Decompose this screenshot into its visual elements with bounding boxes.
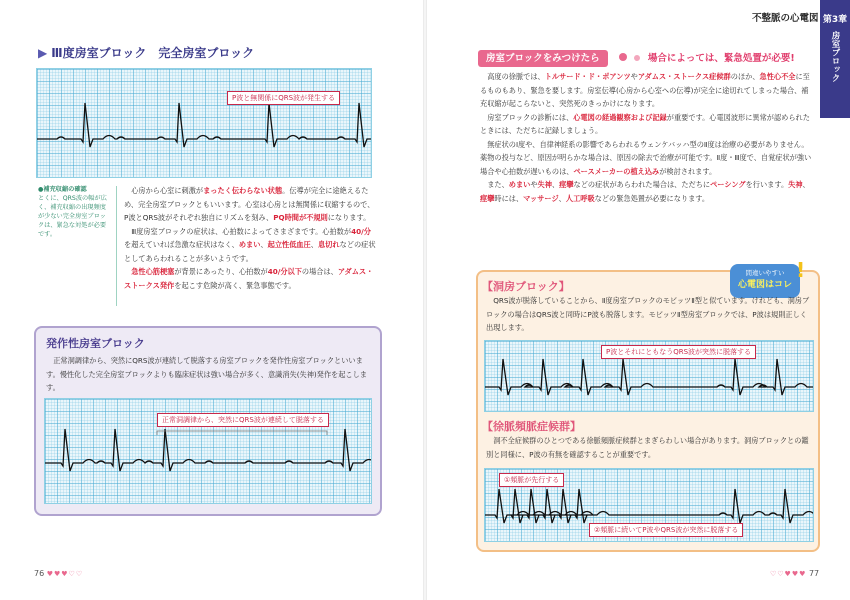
sinoatrial-block-title: 【洞房ブロック】 xyxy=(482,280,570,293)
dot-icon xyxy=(634,55,640,61)
left-page-title: ▶ Ⅲ度房室ブロック 完全房室ブロック xyxy=(38,46,255,60)
dot-icon xyxy=(619,53,627,61)
side-note-divider xyxy=(116,186,117,306)
tab-subtitle: 場合によっては、緊急処置が必要! xyxy=(647,53,795,64)
left-paragraph-3: 急性心筋梗塞が背景にあったり、心拍数が40/分以下の場合は、アダムス・ストークス発作を起こす危険が高く、緊急事態です。 xyxy=(124,267,374,290)
right-paragraph-2: 房室ブロックの診断には、心電図の経過観察および記録が重要です。心電図波形に異常が認められたときには、ただちに記録しましょう。 xyxy=(480,112,810,135)
brady-tachy-text: 洞不全症候群のひとつである徐脈頻脈症候群とまぎらわしい場合があります。洞房ブロックとの鑑別と同様に、P波の有無を確認することが重要です。 xyxy=(486,436,809,459)
chapter-tab xyxy=(820,0,850,118)
ecg-strip-sinoatrial xyxy=(484,340,814,412)
ecg2-label: 正常洞調律から、突然にQRS波が連続して脱落する xyxy=(157,413,329,427)
right-header: 不整脈の心電図 xyxy=(752,13,819,24)
ecg4-label-2: ②頻脈に続いてP波やQRS波が突然に脱落する xyxy=(589,523,743,537)
heart-rating-icon: ♡♡♥♥♥ xyxy=(770,570,807,578)
ecg1-label: P波と無関係にQRS波が発生する xyxy=(227,91,340,105)
av-block-tab-row xyxy=(478,46,795,65)
left-paragraph-1: 心房から心室に刺激がまったく伝わらない状態。伝導が完全に途絶えるため、完全房室ブロックともいいます。心室は心房とは無関係に収縮するので、P波とQRS波がそれぞれ独自にリズムを刻み、PQ時間が不規則になります。 xyxy=(124,186,375,222)
page-fold xyxy=(423,0,427,600)
ecg-strip-complete-av-block xyxy=(36,68,372,178)
differential-ecg-box xyxy=(476,258,820,552)
right-paragraph-4: また、めまいや失神、痙攣などの症状があらわれた場合は、ただちにペーシングを行います。失神、痙攣時には、マッサージ、人工呼吸などの緊急処置が必要になります。 xyxy=(480,180,810,203)
ecg3-label: P波とそれにともなうQRS波が突然に脱落する xyxy=(601,345,756,359)
brady-tachy-title: 【徐脈頻脈症候群】 xyxy=(482,420,581,433)
left-paragraph-2: Ⅲ度房室ブロックの症状は、心拍数によってさまざまです。心拍数が40/分を超えていれば急激な症状はなく、めまい、起立性低血圧、息切れなどの症状としてあらわれることが多いようです。 xyxy=(124,226,376,263)
ecg-strip-brady-tachy xyxy=(484,468,814,542)
right-paragraph-1: 高度の徐脈では、トルサード・ド・ポアンツやアダムス・ストークス症候群のほか、急性心不全に至るものもあり、緊急を要します。房室伝導(心房から心室への伝導)が完全に途切れてしまった場合、補充収縮が起こらないと、突然死のきっかけになります。 xyxy=(480,72,810,108)
exclamation-icon: ! xyxy=(796,258,806,282)
title-marker-icon: ▶ xyxy=(38,46,48,60)
left-body-text xyxy=(124,184,378,292)
sinoatrial-block-text: QRS波が脱落していることから、Ⅱ度房室ブロックのモビッツⅡ型と似ています。けれども、洞房ブロックの場合はQRS波と同時にP波も脱落します。モビッツⅡ型房室ブロックでは、P波は規則正しく出現します。 xyxy=(486,296,810,332)
ecg4-label-1: ①頻脈が先行する xyxy=(499,473,564,487)
chapter-subtitle: 房室ブロック xyxy=(830,31,840,82)
paroxysmal-av-block-box xyxy=(34,326,382,516)
ecg-waveform xyxy=(37,69,371,177)
side-note-body: とくに、QRS波の幅が広く、補充収縮の出現頻度が少ない完全房室ブロックは、緊急な対処が必要です。 xyxy=(38,195,107,238)
chapter-number: 第3章 xyxy=(822,15,848,25)
box-text: 正常洞調律から、突然にQRS波が連続して脱落する房室ブロックを発作性房室ブロックといいます。慢性化した完全房室ブロックよりも臨床症状は強い場合が多く、意識消失(失神)発作を起こします。 xyxy=(46,356,367,392)
tab-label: 房室ブロックをみつけたら xyxy=(478,50,608,67)
side-note-heading: ●補充収縮の確認 xyxy=(38,186,87,193)
heart-rating-icon: ♥♥♥♡♡ xyxy=(46,570,84,578)
left-page-number: 76 ♥♥♥♡♡ xyxy=(34,569,84,578)
badge: 間違いやすい 心電図はコレ xyxy=(730,264,800,298)
side-note xyxy=(38,185,110,239)
box-title: 発作性房室ブロック xyxy=(46,337,145,350)
right-page-number: ♡♡♥♥♥ 77 xyxy=(770,569,820,578)
right-body-text xyxy=(480,70,814,205)
ecg-strip-paroxysmal xyxy=(44,398,372,504)
right-paragraph-3: 無症状のⅠ度や、自律神経系の影響であらわれるウェンケバッハ型のⅡ度は治療の必要がありません。薬物の投与など、原因が明らかな場合は、原因の除去で治療が可能です。Ⅱ度・Ⅲ度で、自覚症状が強い場合や心拍数が遅いものは、ペースメーカーの植え込みが検討されます。 xyxy=(480,139,812,176)
